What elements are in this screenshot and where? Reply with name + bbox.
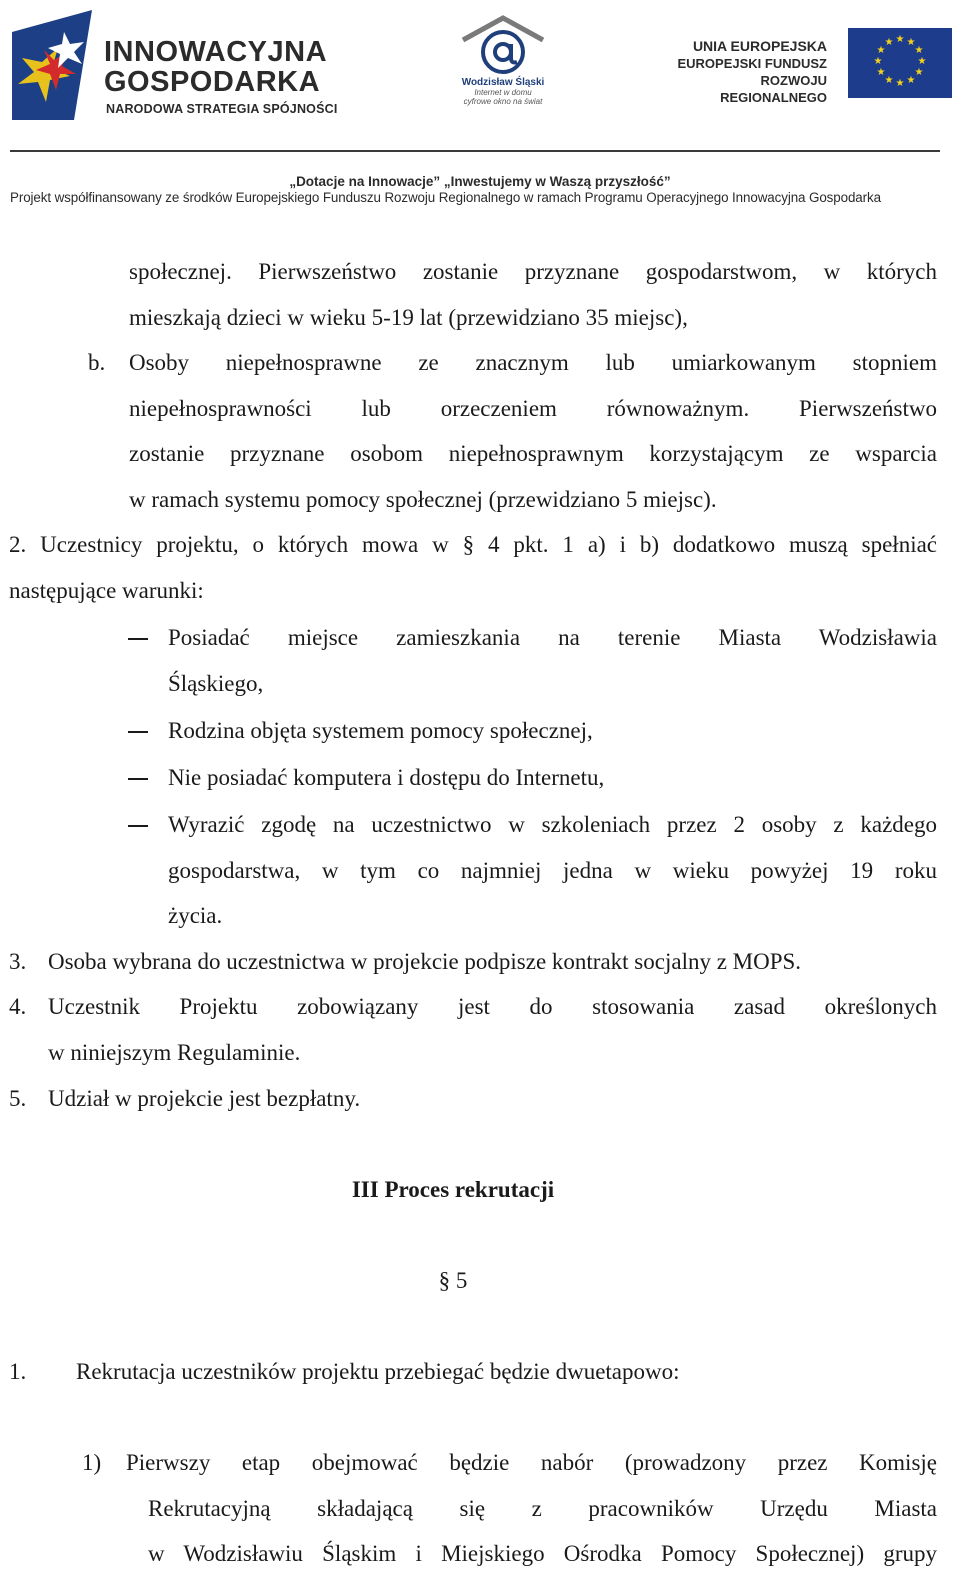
svg-text:★: ★ [873,56,883,67]
wodzislaw-logo-tagline-2: cyfrowe okno na świat [463,97,543,106]
point-5-text: Udział w projekcie jest bezpłatny. [48,1086,361,1111]
point-4-marker: 4. [9,994,27,1019]
eu-logo-line-3: ROZWOJU REGIONALNEGO [720,73,827,105]
document-header [0,0,960,215]
point-2-line-1: 2. Uczestnicy projektu, o których mowa w § 4 pkt. 1 a) i b) dodatkowo muszą spełniać [9,532,937,557]
point-2-line-2: następujące warunki: [9,578,204,603]
wodzislaw-logo-name: Wodzisław Śląski [461,77,545,88]
svg-text:★: ★ [917,56,927,67]
condition-3: Nie posiadać komputera i dostępu do Internetu, [168,765,605,790]
section-heading: III Proces rekrutacji [351,1177,555,1202]
item-a-continuation-line-2: mieszkają dzieci w wieku 5-19 lat (przewidziano 35 miejsc), [129,305,688,330]
svg-text:★: ★ [914,67,924,78]
point-4-line-1: Uczestnik Projektu zobowiązany jest do stosowania zasad określonych [48,994,937,1019]
svg-text:★: ★ [914,45,924,56]
recruitment-subpoint-1-line-2: Rekrutacyjną składającą się z pracowników Urzędu Miasta [148,1496,937,1521]
ig-logo-line-3: NARODOWA STRATEGIA SPÓJNOŚCI [106,102,338,116]
section-paragraph-number: § 5 [438,1268,468,1293]
cofinancing-note: Projekt współfinansowany ze środków Europejskiego Funduszu Rozwoju Regionalnego w ramach Programu Operacyjnego Innowacyjna Gospodarka [10,190,881,205]
dash-bullet-icon [128,731,148,733]
eu-logo [652,26,952,106]
dash-bullet-icon [128,778,148,780]
ig-logo-line-1: INNOWACYJNA [104,36,328,68]
header-slogan: „Dotacje na Innowacje” „Inwestujemy w Waszą przyszłość” [289,174,671,189]
condition-4-line-2: gospodarstwa, w tym co najmniej jedna w wieku powyżej 19 roku [168,858,937,883]
item-b-line-3: zostanie przyznane osobom niepełnosprawnym korzystającym ze wsparcia [129,441,937,466]
eu-flag-icon [848,28,952,98]
point-5-marker: 5. [9,1086,27,1111]
ig-logo-line-2: GOSPODARKA [104,66,321,98]
recruitment-subpoint-1-line-1: Pierwszy etap obejmować będzie nabór (prowadzony przez Komisję [126,1450,937,1475]
star-emblem-icon [12,10,102,120]
svg-text:★: ★ [884,37,894,48]
recruitment-subpoint-1-marker: 1) [82,1450,102,1475]
svg-text:★: ★ [906,37,916,48]
recruitment-subpoint-1-line-3: w Wodzisławiu Śląskim i Miejskiego Ośrodka Pomocy Społecznej) grupy [148,1541,937,1566]
svg-text:★: ★ [876,45,886,56]
svg-text:★: ★ [884,75,894,86]
condition-2: Rodzina objęta systemem pomocy społecznej, [168,718,593,743]
svg-text:★: ★ [895,78,905,89]
condition-1-line-1: Posiadać miejsce zamieszkania na terenie Miasta Wodzisławia [168,625,937,650]
item-b-marker: b. [88,350,106,375]
eu-logo-text [652,38,827,106]
eu-logo-line-2: EUROPEJSKI FUNDUSZ [677,56,827,71]
point-3-text: Osoba wybrana do uczestnictwa w projekcie podpisze kontrakt socjalny z MOPS. [48,949,802,974]
recruitment-point-1-marker: 1. [9,1359,27,1384]
dash-bullet-icon [128,825,148,827]
item-a-continuation-line-1: społecznej. Pierwszeństwo zostanie przyznane gospodarstwom, w których [129,259,937,284]
condition-4-line-1: Wyrazić zgodę na uczestnictwo w szkoleniach przez 2 osoby z każdego [168,812,937,837]
recruitment-point-1-text: Rekrutacja uczestników projektu przebiegać będzie dwuetapowo: [76,1359,680,1384]
condition-4-line-3: życia. [168,903,223,928]
item-b-line-4: w ramach systemu pomocy społecznej (przewidziano 5 miejsc). [129,487,717,512]
svg-text:★: ★ [906,75,916,86]
svg-text:★: ★ [876,67,886,78]
svg-text:★: ★ [895,34,905,45]
condition-1-line-2: Śląskiego, [168,671,264,696]
header-divider [10,150,940,152]
item-b-line-1: Osoby niepełnosprawne ze znacznym lub umiarkowanym stopniem [129,350,937,375]
eu-logo-line-1: UNIA EUROPEJSKA [692,38,827,54]
point-4-line-2: w niniejszym Regulaminie. [48,1040,301,1065]
wodzislaw-logo [448,14,558,114]
point-3-marker: 3. [9,949,27,974]
wodzislaw-logo-tagline-1: Internet w domu [474,88,532,97]
innowacyjna-gospodarka-logo [12,10,357,120]
item-b-line-2: niepełnosprawności lub orzeczeniem równoważnym. Pierwszeństwo [129,396,937,421]
house-at-sign-icon [457,14,549,76]
dash-bullet-icon [128,638,148,640]
